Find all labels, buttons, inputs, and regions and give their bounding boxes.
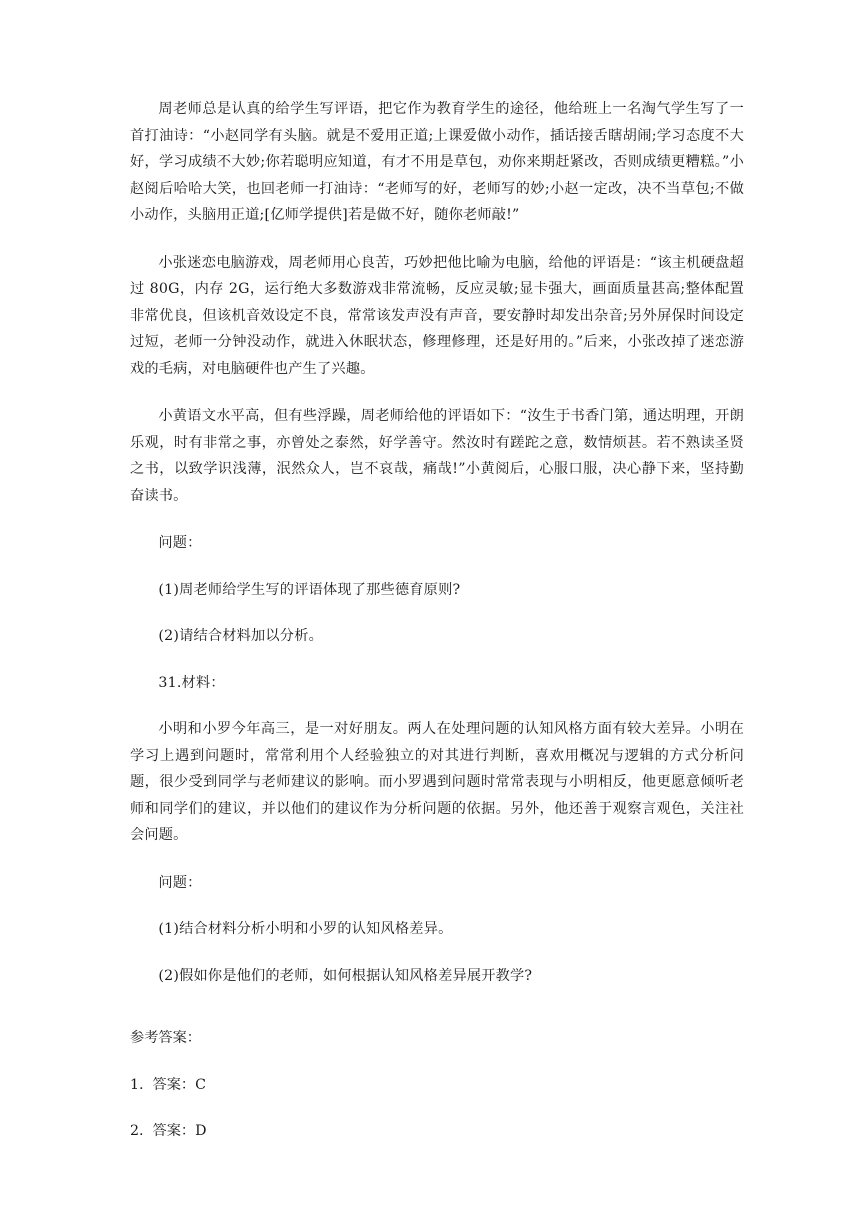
paragraph-ming-luo: 小明和小罗今年高三，是一对好朋友。两人在处理问题的认知风格方面有较大差异。小明在学习上遇到问题时，常常利用个人经验独立的对其进行判断，喜欢用概况与逻辑的方式分析问题，很少受到同学与老师建议的影响。而小罗遇到问题时常常表现与小明相反，他更愿意倾听老师和同学们的建议，并以他们的建议作为分析问题的依据。另外，他还善于观察言观色，关注社会问题。 [130, 721, 744, 843]
paragraph-huang-classical: 小黄语文水平高，但有些浮躁，周老师给他的评语如下：“汝生于书香门第，通达明理，开朗乐观，时有非常之事，亦曾处之泰然，好学善守。然汝时有蹉跎之意，数情烦甚。若不熟读圣贤之书，以致学识浅薄，泯然众人，岂不哀哉，痛哉!”小黄阅后，心服口服，决心静下来，坚持勤奋读书。 [130, 408, 744, 504]
paragraph-zhao-poem: 周老师总是认真的给学生写评语，把它作为教育学生的途径，他给班上一名淘气学生写了一首打油诗：“小赵同学有头脑。就是不爱用正道;上课爱做小动作，插话接舌瞎胡闹;学习态度不大好，学习成绩不大妙;你若聪明应知道，有才不用是草包，劝你来期赶紧改，否则成绩更糟糕。”小赵阅后哈哈大笑，也回老师一打油诗：“老师写的好，老师写的妙;小赵一定改，决不当草包;不做小动作，头脑用正道;[亿师学提供]若是做不好，随你老师敲!” [130, 101, 744, 223]
question-2: (2)请结合材料加以分析。 [158, 628, 323, 644]
paragraph-zhang-computer: 小张迷恋电脑游戏，周老师用心良苦，巧妙把他比喻为电脑，给他的评语是：“该主机硬盘超过 80G，内存 2G，运行绝大多数游戏非常流畅，反应灵敏;显卡强大，画面质量甚高;整体配置非常优良，但该机音效设定不良，常常该发声没有声音，要安静时却发出杂音;另外屏保时间设定过短，老师一分钟没动作，就进入休眠状态，修理修理，还是好用的。”后来，小张改掉了迷恋游戏的毛病，对电脑硬件也产生了兴趣。 [130, 254, 744, 377]
question-1: (1)周老师给学生写的评语体现了那些德育原则? [158, 581, 461, 598]
question-31-1: (1)结合材料分析小明和小罗的认知风格差异。 [158, 921, 453, 937]
material-31-label: 31.材料： [158, 674, 225, 691]
answer-1: 1. 答案：C [130, 1076, 206, 1093]
answer-2: 2. 答案：D [130, 1123, 207, 1139]
question-label: 问题： [158, 535, 202, 551]
document-page [130, 96, 744, 1165]
answers-heading: 参考答案： [130, 1030, 201, 1046]
question-label-2: 问题： [158, 874, 202, 891]
question-31-2: (2)假如你是他们的老师，如何根据认知风格差异展开教学? [158, 967, 533, 984]
